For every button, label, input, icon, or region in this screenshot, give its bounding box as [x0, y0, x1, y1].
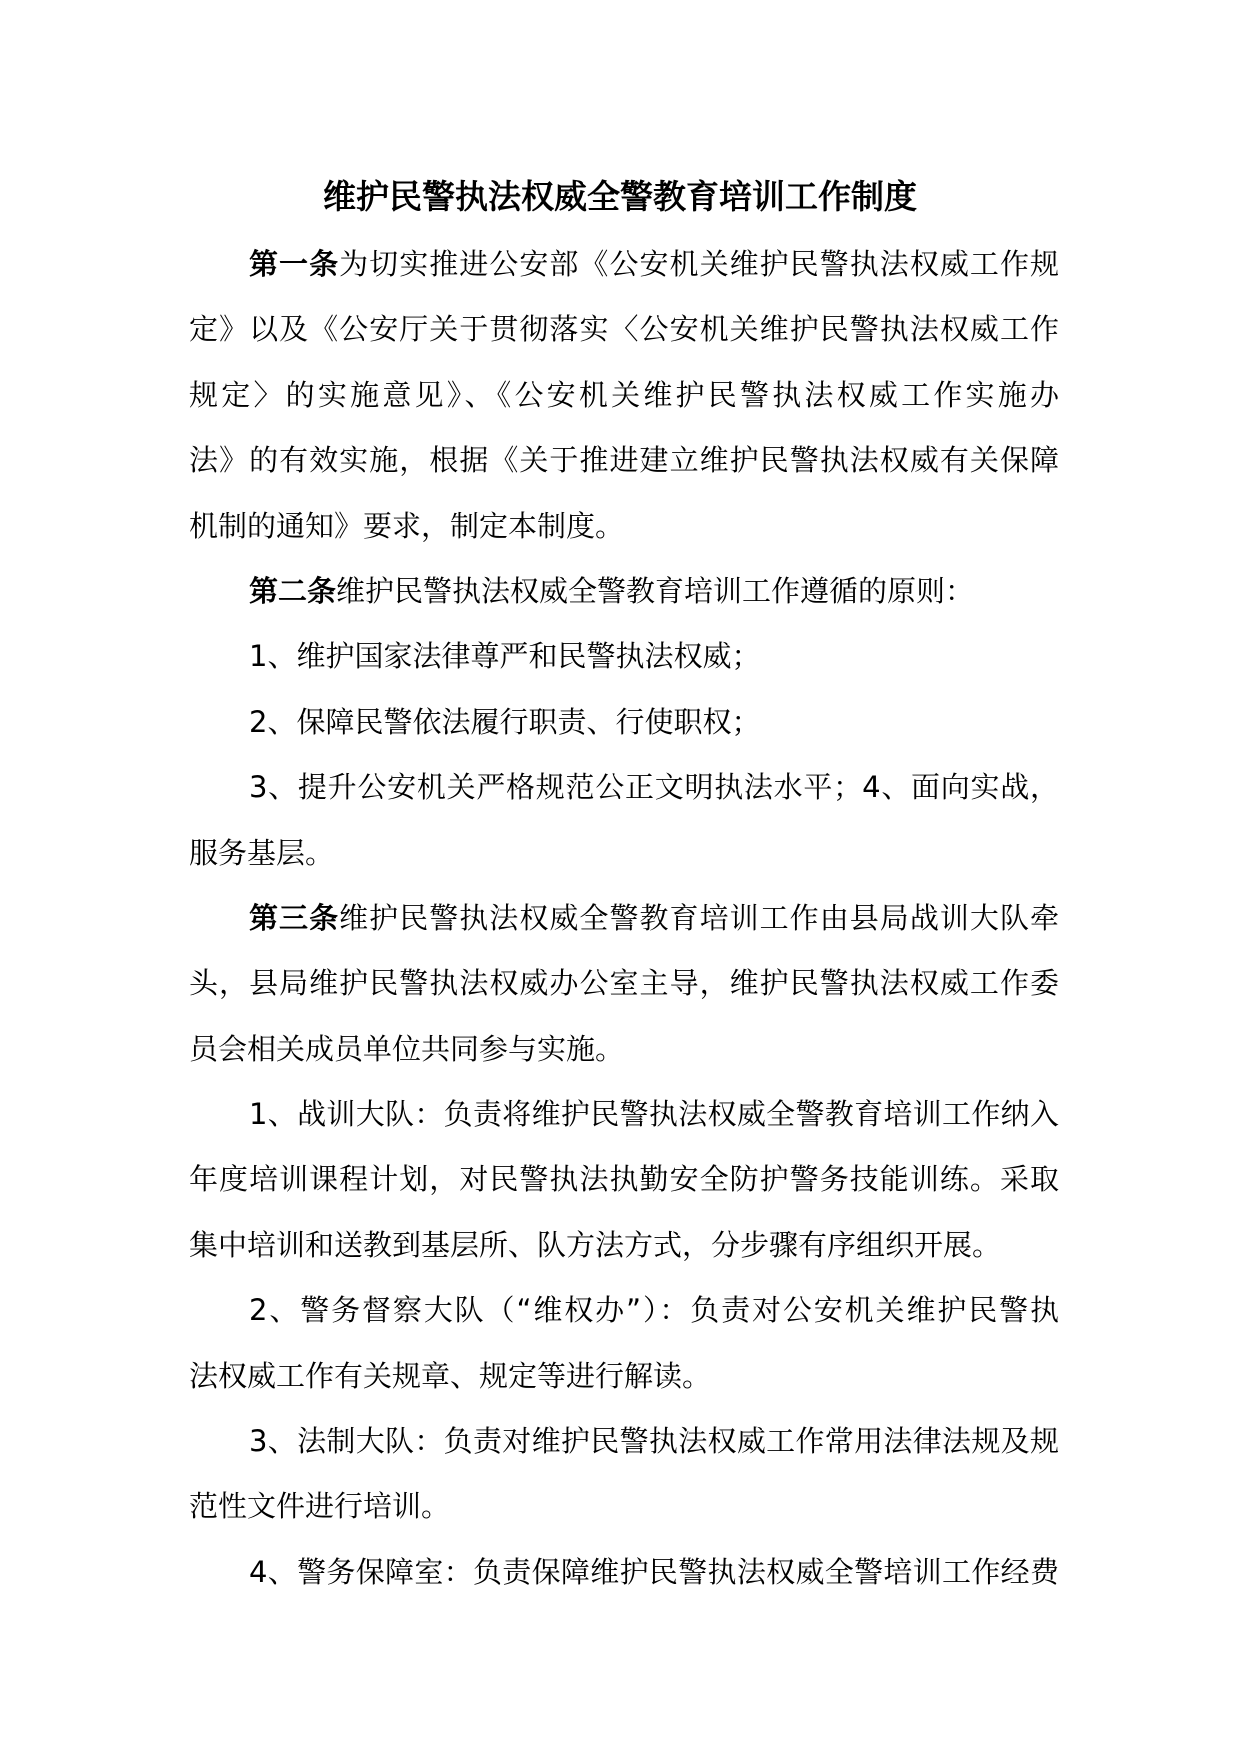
document-body [189, 232, 1059, 1605]
line-text: 机制的通知》要求，制定本制度。 [189, 508, 625, 543]
article-number: 第一条 [249, 247, 340, 281]
line-text: 服务基层。 [189, 835, 335, 870]
text-line [189, 1082, 1059, 1147]
article-number: 第三条 [249, 900, 340, 935]
text-line [189, 951, 1059, 1016]
line-text: 年度培训课程计划，对民警执法执勤安全防护警务技能训练。采取 [189, 1162, 1059, 1197]
line-text: 范性文件进行培训。 [189, 1489, 451, 1524]
paragraph [189, 624, 1059, 689]
line-text: 2、警务督察大队（“维权办”）：负责对公安机关维护民警执 [249, 1293, 1059, 1328]
line-text: 定》以及《公安厅关于贯彻落实〈公安机关维护民警执法权威工作 [189, 312, 1059, 347]
text-line [189, 755, 1059, 820]
text-line [189, 428, 1059, 493]
line-text: 员会相关成员单位共同参与实施。 [189, 1031, 625, 1066]
text-line [189, 624, 1059, 689]
line-text: 1、战训大队：负责将维护民警执法权威全警教育培训工作纳入 [249, 1097, 1059, 1132]
line-text: 规定〉的实施意见》、《公安机关维护民警执法权威工作实施办 [189, 377, 1059, 412]
line-text: 为切实推进公安部《公安机关维护民警执法权威工作规 [339, 247, 1059, 281]
paragraph [189, 1082, 1059, 1278]
paragraph [189, 1278, 1059, 1409]
paragraph [189, 690, 1059, 755]
document-title: 维护民警执法权威全警教育培训工作制度 [323, 177, 917, 216]
line-text: 头，县局维护民警执法权威办公室主导，维护民警执法权威工作委 [189, 966, 1059, 1001]
paragraph [189, 559, 1059, 624]
line-text: 3、法制大队：负责对维护民警执法权威工作常用法律法规及规 [249, 1424, 1059, 1459]
paragraph [189, 1409, 1059, 1540]
text-line [189, 494, 1059, 559]
line-text: 4、警务保障室：负责保障维护民警执法权威全警培训工作经费 [249, 1554, 1059, 1589]
text-line [189, 559, 1059, 624]
paragraph [189, 755, 1059, 886]
paragraph [189, 232, 1059, 559]
line-text: 3、提升公安机关严格规范公正文明执法水平；4、面向实战， [249, 770, 1059, 805]
text-line [189, 232, 1059, 297]
text-line [189, 1278, 1059, 1343]
text-line [189, 297, 1059, 362]
line-text: 维护民警执法权威全警教育培训工作由县局战训大队牵 [339, 900, 1059, 935]
text-line [189, 1540, 1059, 1605]
line-text: 2、保障民警依法履行职责、行使职权； [249, 704, 761, 739]
text-line [189, 1344, 1059, 1409]
text-line [189, 1017, 1059, 1082]
text-line [189, 821, 1059, 886]
line-text: 集中培训和送教到基层所、队方法方式，分步骤有序组织开展。 [189, 1227, 1002, 1262]
text-line [189, 1409, 1059, 1474]
text-line [189, 1213, 1059, 1278]
line-text: 法》的有效实施，根据《关于推进建立维护民警执法权威有关保障 [189, 443, 1059, 478]
line-text: 1、维护国家法律尊严和民警执法权威； [249, 639, 761, 674]
text-line [189, 1474, 1059, 1539]
text-line [189, 363, 1059, 428]
paragraph [189, 1540, 1059, 1605]
line-text: 维护民警执法权威全警教育培训工作遵循的原则： [336, 573, 975, 608]
text-line [189, 886, 1059, 951]
text-line [189, 690, 1059, 755]
article-number: 第二条 [249, 573, 337, 608]
paragraph [189, 886, 1059, 1082]
text-line [189, 1147, 1059, 1212]
line-text: 法权威工作有关规章、规定等进行解读。 [189, 1358, 712, 1393]
